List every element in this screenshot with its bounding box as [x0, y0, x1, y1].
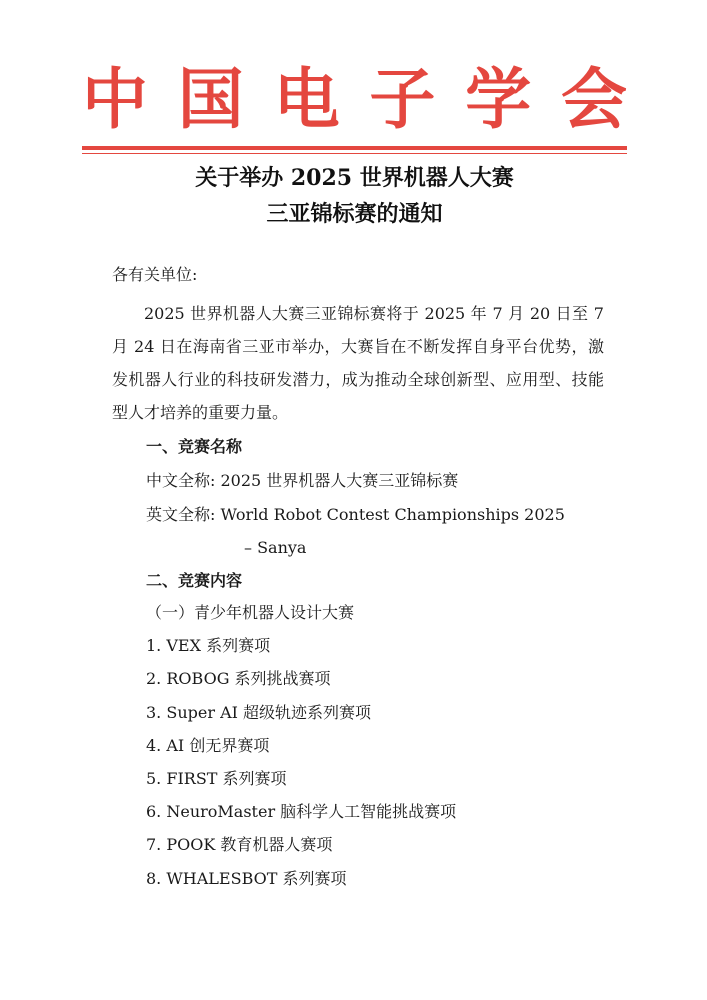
contest-name-english-cont: – Sanya: [244, 538, 307, 557]
contest-name-english: 英文全称: World Robot Contest Championships 2025: [146, 505, 565, 524]
section2-subheading: （一）青少年机器人设计大赛: [146, 603, 355, 622]
intro-paragraph: 2025 世界机器人大赛三亚锦标赛将于 2025 年 7 月 20 日至 7 月 24 日在海南省三亚市举办，大赛旨在不断发挥自身平台优势，激发机器人行业的科技研发潜力，成为推动全球创新型、应用型、技能型人才培养的重要力量。: [112, 304, 604, 422]
list-item: 8. WHALESBOT 系列赛项: [146, 869, 347, 888]
list-item: 4. AI 创无界赛项: [146, 736, 270, 755]
letterhead-char: 电: [273, 61, 340, 138]
letterhead-char: 子: [369, 61, 436, 138]
section1-heading: 一、竞赛名称: [146, 437, 243, 456]
list-item: 2. ROBOG 系列挑战赛项: [146, 669, 331, 688]
organization-letterhead: [82, 62, 627, 138]
list-item: 3. Super AI 超级轨迹系列赛项: [146, 703, 372, 722]
letterhead-char: 会: [560, 61, 627, 138]
letterhead-char: 中: [82, 61, 148, 138]
contest-name-chinese: 中文全称: 2025 世界机器人大赛三亚锦标赛: [146, 471, 459, 490]
document-title-line2: 三亚锦标赛的通知: [266, 201, 443, 227]
list-item: 1. VEX 系列赛项: [146, 636, 271, 655]
document-title-line1: 关于举办 2025 世界机器人大赛: [195, 165, 514, 191]
list-item: 6. NeuroMaster 脑科学人工智能挑战赛项: [146, 802, 457, 821]
letterhead-rule-thin: [82, 153, 627, 154]
section2-heading: 二、竞赛内容: [146, 571, 243, 590]
letterhead-char: 国: [177, 61, 244, 138]
list-item: 7. POOK 教育机器人赛项: [146, 835, 333, 854]
letterhead-rule-thick: [82, 146, 627, 150]
letterhead-char: 学: [465, 61, 532, 138]
salutation: 各有关单位:: [112, 265, 198, 284]
list-item: 5. FIRST 系列赛项: [146, 769, 287, 788]
